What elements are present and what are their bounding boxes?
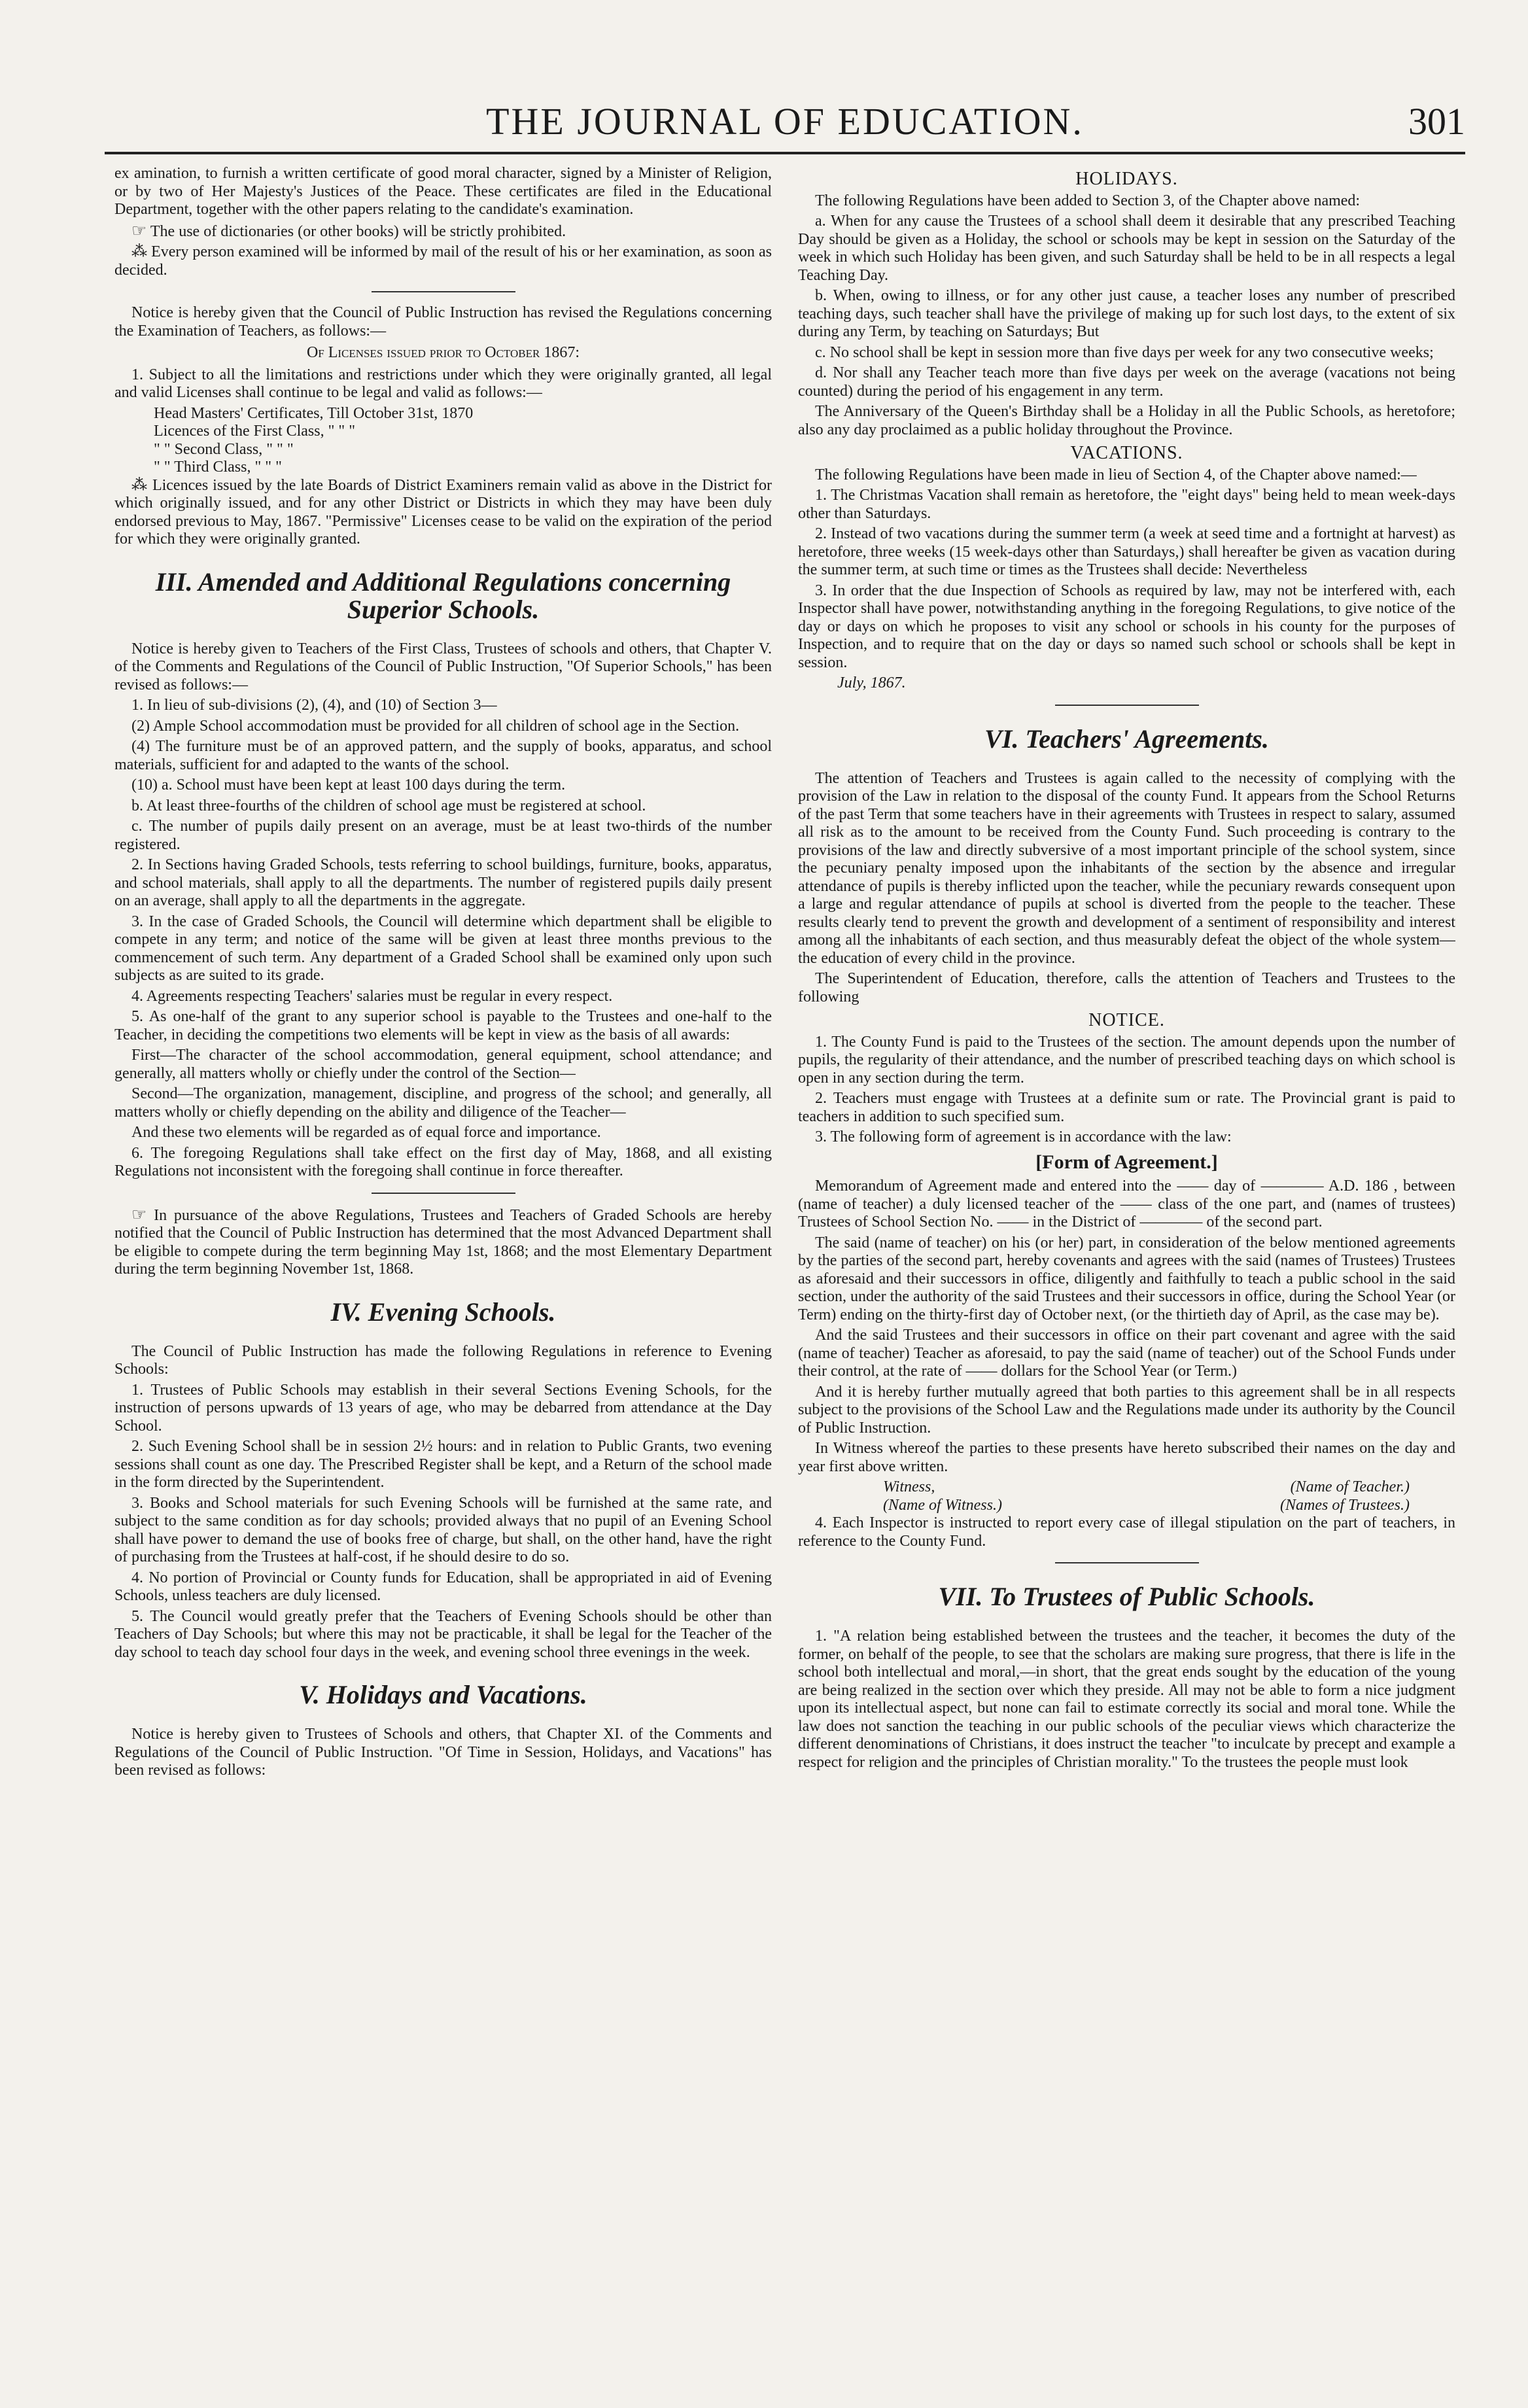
paragraph: 6. The foregoing Regulations shall take effect on the first day of May, 1868, and all existing Regulations not inconsistent with the foregoing shall continue in force thereafter. bbox=[114, 1144, 772, 1179]
page-header bbox=[105, 97, 1465, 149]
paragraph: 3. The following form of agreement is in accordance with the law: bbox=[815, 1128, 1232, 1145]
paragraph: d. Nor shall any Teacher teach more than five days per week on the average (vacations not being counted) during the period of his engagement in any term. bbox=[798, 364, 1455, 400]
subheading: VACATIONS. bbox=[1070, 443, 1183, 463]
paragraph: (10) a. School must have been kept at least 100 days during the term. bbox=[131, 776, 566, 794]
paragraph: 1. "A relation being established between the trustees and the teacher, it becomes the duty of the former, on behalf of the people, to see that the scholars are making sure progress, that there is life in the school both intellectual and moral,—in short, that the great ends sought by the education of the young are being realized in the section over which they preside. All may not be able to form a nice judgment upon its intellectual aspect, but none can fail to estimate correctly its social and moral tone. While the law does not sanction the teaching in our public schools of the peculiar views which characterize the different denominations of Christians, it does instruct the teacher "to inculcate by precept and example a respect for religion and the principles of Christian morality." To the trustees the people must look bbox=[798, 1628, 1455, 1771]
license-line: " " Second Class, " " " bbox=[154, 440, 294, 458]
paragraph: b. When, owing to illness, or for any other just cause, a teacher loses any number of prescribed teaching days, such teacher shall have the privilege of making up for such lost days, to the extent of six during any Term, by teaching on Saturdays; But bbox=[798, 287, 1455, 340]
paragraph: (4) The furniture must be of an approved pattern, and the supply of books, apparatus, and school materials, sufficient for and adapted to the wants of the school. bbox=[114, 738, 772, 773]
page-number: 301 bbox=[1408, 100, 1465, 143]
paragraph: And these two elements will be regarded as of equal force and importance. bbox=[131, 1124, 601, 1141]
paragraph: 1. The Christmas Vacation shall remain as heretofore, the "eight days" being held to mean week-days other than Saturdays. bbox=[798, 487, 1455, 522]
section-rule bbox=[1055, 1562, 1199, 1563]
paragraph: Memorandum of Agreement made and entered into the —— day of ———— A.D. 186 , between (name of teacher) a duly licensed teacher of the —— class of the one part, and (names of trustees) Trustees of School Section No. —— in the District of ———— of the second part. bbox=[798, 1178, 1455, 1230]
paragraph: a. When for any cause the Trustees of a school shall deem it desirable that any prescribed Teaching Day should be given as a Holiday, the school or schools may be kept in session on the Saturday of the week in which such Holiday has been given, and such Saturday shall be held to be in all respects a legal Teaching Day. bbox=[798, 213, 1455, 284]
subheading: NOTICE. bbox=[1088, 1010, 1165, 1030]
license-line: " " Third Class, " " " bbox=[154, 459, 282, 476]
license-line: Licences of the First Class, " " " bbox=[154, 423, 356, 440]
paragraph-text: Licences issued by the late Boards of District Examiners remain valid as above in the District for which originally issued, and for any other District or Districts in which they may have been duly endorsed previous to May, 1867. "Permissive" Licenses cease to be valid on the expiration of the period for which they were originally granted. bbox=[114, 476, 772, 548]
paragraph: Notice is hereby given that the Council of Public Instruction has revised the Regulations concerning the Examination of Teachers, as follows:— bbox=[114, 304, 772, 340]
signature-row bbox=[798, 1497, 1455, 1515]
right-column bbox=[798, 165, 1455, 2350]
asterism-icon: ⁂ bbox=[131, 476, 148, 494]
section-rule bbox=[1055, 705, 1199, 706]
paragraph: Notice is hereby given to Teachers of the First Class, Trustees of schools and others, that Chapter V. of the Comments and Regulations of the Council of Public Instruction, "Of Superior Schools," has been revised as follows:— bbox=[114, 640, 772, 693]
paragraph: 2. Teachers must engage with Trustees at a definite sum or rate. The Provincial grant is paid to teachers in addition to such specified sum. bbox=[798, 1090, 1455, 1125]
paragraph: (2) Ample School accommodation must be provided for all children of school age in the Section. bbox=[131, 717, 740, 735]
license-line: Head Masters' Certificates, Till October 31st, 1870 bbox=[154, 404, 474, 422]
paragraph: The Superintendent of Education, therefore, calls the attention of Teachers and Trustees to the following bbox=[798, 970, 1455, 1005]
paragraph-text: The use of dictionaries (or other books) will be strictly prohibited. bbox=[150, 222, 566, 240]
date-line: July, 1867. bbox=[837, 674, 906, 691]
paragraph: ex amination, to furnish a written certificate of good moral character, signed by a Minister of Religion, or by two of Her Majesty's Justices of the Peace. These certificates are filed in the Educational Department, together with the other papers relating to the candidate's examination. bbox=[114, 165, 772, 218]
header-rule bbox=[105, 152, 1465, 154]
paragraph: Notice is hereby given to Trustees of Schools and others, that Chapter XI. of the Comments and Regulations of the Council of Public Instruction. "Of Time in Session, Holidays, and Vacations" has been revised as follows: bbox=[114, 1726, 772, 1779]
paragraph: 2. Such Evening School shall be in session 2½ hours: and in relation to Public Grants, two evening sessions shall count as one day. The Prescribed Register shall be kept, and a Return of the school made in the form directed by the Superintendent. bbox=[114, 1438, 772, 1491]
paragraph: Second—The organization, management, discipline, and progress of the school; and generally, all matters wholly or chiefly depending on the ability and diligence of the Teacher— bbox=[114, 1085, 772, 1121]
signature-row bbox=[798, 1478, 1455, 1497]
paragraph: 4. No portion of Provincial or County funds for Education, shall be appropriated in aid of Evening Schools, unless teachers are duly licensed. bbox=[114, 1569, 772, 1604]
paragraph: c. No school shall be kept in session more than five days per week for any two consecutive weeks; bbox=[815, 343, 1434, 361]
journal-title: THE JOURNAL OF EDUCATION. bbox=[486, 100, 1084, 143]
signature-label: (Name of Teacher.) bbox=[1290, 1478, 1410, 1495]
paragraph: The following Regulations have been made in lieu of Section 4, of the Chapter above named:— bbox=[815, 466, 1417, 483]
signature-label: (Name of Witness.) bbox=[883, 1496, 1002, 1514]
paragraph: 1. Trustees of Public Schools may establish in their several Sections Evening Schools, for the instruction of persons upwards of 13 years of age, who may be debarred from attendance at the Day School. bbox=[114, 1381, 772, 1435]
paragraph: 1. The County Fund is paid to the Trustees of the section. The amount depends upon the number of pupils, the regularity of their attendance, and the number of prescribed teaching days on which school is open in any section during the term. bbox=[798, 1033, 1455, 1087]
paragraph: 2. In Sections having Graded Schools, tests referring to school buildings, furniture, books, apparatus, and school materials, shall apply to all the departments. The number of registered pupils daily present on an average, shall apply to all the departments in the aggregate. bbox=[114, 856, 772, 909]
left-column bbox=[114, 165, 772, 2350]
form-title: [Form of Agreement.] bbox=[1035, 1151, 1218, 1173]
paragraph: First—The character of the school accommodation, general equipment, school attendance; and generally, all matters wholly or chiefly under the control of the Section— bbox=[114, 1047, 772, 1082]
paragraph: b. At least three-fourths of the children of school age must be registered at school. bbox=[131, 797, 646, 814]
paragraph: The said (name of teacher) on his (or her) part, in consideration of the below mentioned agreements by the parties of the second part, hereby covenants and agrees with the said (names of Trustees) Trustees as aforesaid and their successors in office, diligently and faithfully to teach a public school in the said section, under the authority of the said Trustees and their successors in office, during the School Year (or Term) ending on the thirty-first day of October next, (or the thirtieth day of April, as the case may be). bbox=[798, 1234, 1455, 1323]
paragraph: 3. In order that the due Inspection of Schools as required by law, may not be interfered with, each Inspector shall have power, notwithstanding anything in the foregoing Regulations, to give notice of the day or days on which he proposes to visit any school or schools in his county for the purposes of Inspection, and to require that on the day or days so named such school or schools shall be kept in session. bbox=[798, 582, 1455, 671]
paragraph: 4. Each Inspector is instructed to report every case of illegal stipulation on the part of teachers, in reference to the County Fund. bbox=[798, 1514, 1455, 1550]
paragraph: The following Regulations have been added to Section 3, of the Chapter above named: bbox=[815, 192, 1361, 209]
paragraph: 3. Books and School materials for such Evening Schools will be furnished at the same rate, and subject to the same condition as for day schools; provided always that no pupil of an Evening School shall have power to demand the use of books free of charge, but shall, on the other hand, have the right of purchasing from the Trustees at half-cost, if he should desire to do so. bbox=[114, 1494, 772, 1565]
section-rule bbox=[372, 1193, 515, 1194]
paragraph: And the said Trustees and their successors in office on their part covenant and agree with the said (name of teacher) Teacher as aforesaid, to pay the said (name of teacher) out of the School Funds under their control, at the rate of —— dollars for the School Year (or Term.) bbox=[798, 1327, 1455, 1380]
signature-label: (Names of Trustees.) bbox=[1280, 1496, 1410, 1514]
paragraph bbox=[114, 1206, 772, 1279]
signature-label: Witness, bbox=[883, 1478, 935, 1495]
paragraph bbox=[114, 222, 772, 241]
paragraph: The attention of Teachers and Trustees is again called to the necessity of complying with the provision of the Law in relation to the disposal of the county Fund. It appears from the School Returns of the past Term that some teachers have in their agreements with Trustees in respect to salary, assumed all risk as to the amount to be received from the County Fund. Such proceeding is contrary to the provisions of the law and directly subversive of a most important principle of the school system, since the pecuniary penalty imposed upon the inhabitants of the section by the absence and irregular attendance of pupils is thereby inflicted upon the teacher, while the pecuniary rewards consequent upon a large and regular attendance of pupils at school is diverted from the people to the teacher. These results clearly tend to prevent the growth and development of a sentiment of responsibility and interest among all the inhabitants of each section, and thus measurably defeat the object of the whole system—the education of every child in the province. bbox=[798, 769, 1455, 967]
paragraph: 4. Agreements respecting Teachers' salaries must be regular in every respect. bbox=[131, 987, 613, 1005]
paragraph: In Witness whereof the parties to these presents have hereto subscribed their names on the day and year first above written. bbox=[798, 1440, 1455, 1475]
paragraph: 5. The Council would greatly prefer that the Teachers of Evening Schools should be other than Teachers of Day Schools; but where this may not be practicable, it shall be legal for the Teacher of the day school to teach day school four days in the week, and evening school three evenings in the week. bbox=[114, 1607, 772, 1661]
paragraph: The Council of Public Instruction has made the following Regulations in reference to Evening Schools: bbox=[114, 1342, 772, 1378]
pointing-hand-icon: ☞ bbox=[131, 1204, 147, 1224]
paragraph: And it is hereby further mutually agreed that both parties to this agreement shall be in all respects subject to the provisions of the School Law and the Regulations made under its authority by the Council of Public Instruction. bbox=[798, 1383, 1455, 1437]
paragraph: c. The number of pupils daily present on an average, must be at least two-thirds of the number registered. bbox=[114, 818, 772, 853]
paragraph bbox=[114, 477, 772, 549]
section-rule bbox=[372, 291, 515, 292]
section-heading: VI. Teachers' Agreements. bbox=[984, 724, 1269, 754]
section-heading: III. Amended and Additional Regulations concerning Superior Schools. bbox=[155, 567, 731, 624]
paragraph: 1. In lieu of sub-divisions (2), (4), and (10) of Section 3— bbox=[131, 697, 497, 714]
paragraph: 3. In the case of Graded Schools, the Council will determine which department shall be eligible to compete in any term; and notice of the same will be given at least three months previous to the commencement of such term. Any department of a Graded School shall be examined only upon such subjects as are suited to its grade. bbox=[114, 913, 772, 984]
pointing-hand-icon: ☞ bbox=[131, 220, 147, 240]
paragraph: 2. Instead of two vacations during the summer term (a week at seed time and a fortnight at harvest) as heretofore, three weeks (15 week-days other than Saturdays,) shall hereafter be given as vacation during the summer term, at such time or times as the Trustees shall decide: Nevertheless bbox=[798, 525, 1455, 578]
subheading: HOLIDAYS. bbox=[1075, 169, 1178, 189]
section-heading: VII. To Trustees of Public Schools. bbox=[938, 1582, 1315, 1611]
paragraph: 5. As one-half of the grant to any superior school is payable to the Trustees and one-half to the Teacher, in deciding the competitions two elements will be kept in view as the basis of all awards: bbox=[114, 1008, 772, 1043]
paragraph: 1. Subject to all the limitations and restrictions under which they were originally granted, all legal and valid Licenses shall continue to be legal and valid as follows:— bbox=[114, 366, 772, 401]
subheading: Of Licenses issued prior to October 1867: bbox=[306, 344, 580, 361]
paragraph-text: In pursuance of the above Regulations, Trustees and Teachers of Graded Schools are hereby notified that the Council of Public Instruction has determined that the most Advanced Department shall be eligible to compete during the term beginning May 1st, 1868; and the most Elementary Department during the term beginning November 1st, 1868. bbox=[114, 1206, 772, 1278]
asterism-icon: ⁂ bbox=[131, 243, 148, 260]
section-heading: IV. Evening Schools. bbox=[330, 1297, 556, 1327]
paragraph bbox=[114, 243, 772, 279]
section-heading: V. Holidays and Vacations. bbox=[299, 1680, 587, 1709]
paragraph-text: Every person examined will be informed by mail of the result of his or her examination, as soon as decided. bbox=[114, 243, 772, 279]
paragraph: The Anniversary of the Queen's Birthday shall be a Holiday in all the Public Schools, as heretofore; also any day proclaimed as a public holiday throughout the Province. bbox=[798, 403, 1455, 438]
